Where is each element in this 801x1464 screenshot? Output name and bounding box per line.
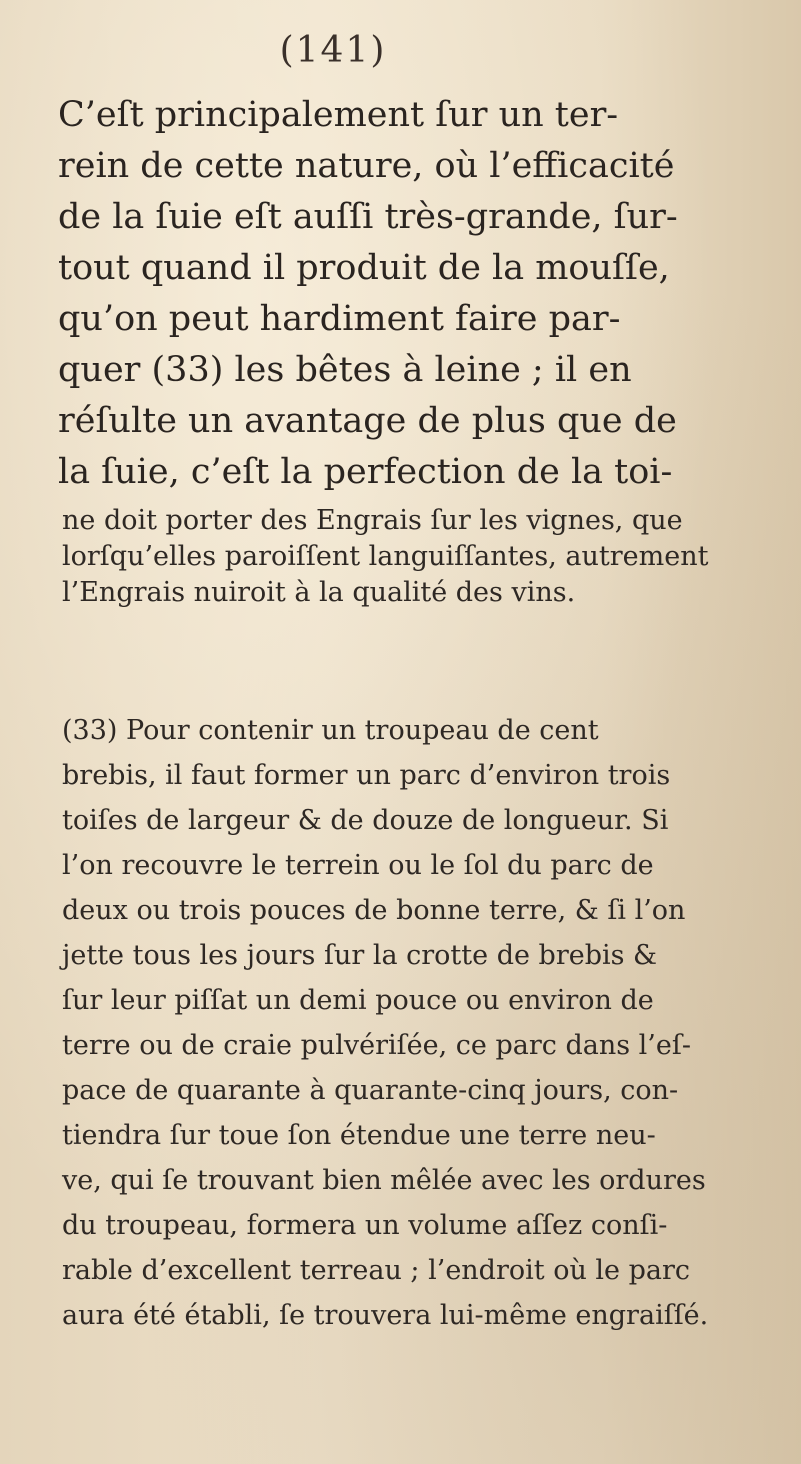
footnote-line: rable d’excellent terreau ; l’endroit où le parc	[62, 1255, 691, 1286]
footnote-line: ſur leur piſſat un demi pouce ou environ de	[62, 985, 654, 1016]
footnote-line: ne doit porter des Engrais ſur les vignes, que	[62, 505, 683, 536]
main-line: tout quand il produit de la mouſſe,	[58, 248, 670, 288]
footnote-line: pace de quarante à quarante-cinq jours, con-	[62, 1075, 679, 1106]
footnote-33	[62, 715, 792, 1335]
main-paragraph	[58, 95, 798, 492]
footnote-line: tiendra ſur toue ſon étendue une terre neu-	[62, 1120, 656, 1151]
page-number: (141)	[279, 30, 387, 71]
main-line: quer (33) les bêtes à leine ; il en	[58, 350, 632, 390]
footnote-line: brebis, il faut former un parc d’environ trois	[62, 760, 671, 791]
footnote-line: terre ou de craie pulvériſée, ce parc dans l’eſ-	[62, 1030, 691, 1061]
footnote-line: lorſqu’elles paroiſſent languiſſantes, autrement	[62, 541, 709, 572]
footnote-line: du troupeau, formera un volume aſſez conſi-	[62, 1210, 668, 1241]
main-line: C’eſt principalement ſur un ter-	[58, 95, 619, 135]
main-line: réſulte un avantage de plus que de	[58, 401, 677, 441]
footnote-line: ve, qui ſe trouvant bien mêlée avec les ordures	[62, 1165, 706, 1196]
main-line: la ſuie, c’eſt la perfection de la toi-	[58, 452, 673, 492]
footnote-continued	[62, 505, 792, 608]
footnote-line: jette tous les jours ſur la crotte de brebis &	[62, 940, 658, 971]
footnote-line: l’Engrais nuiroit à la qualité des vins.	[62, 577, 576, 608]
main-line: rein de cette nature, où l’efficacité	[58, 146, 675, 186]
footnote-line: deux ou trois pouces de bonne terre, & ſi l’on	[62, 895, 686, 926]
footnote-line: toiſes de largeur & de douze de longueur. Si	[62, 805, 669, 836]
footnote-line: l’on recouvre le terrein ou le ſol du parc de	[62, 850, 654, 881]
footnote-line: (33) Pour contenir un troupeau de cent	[62, 715, 599, 746]
footnote-line: aura été établi, ſe trouvera lui-même engraiſſé.	[62, 1300, 709, 1331]
main-line: qu’on peut hardiment faire par-	[58, 299, 621, 339]
main-line: de la ſuie eſt auſſi très-grande, ſur-	[58, 197, 678, 237]
